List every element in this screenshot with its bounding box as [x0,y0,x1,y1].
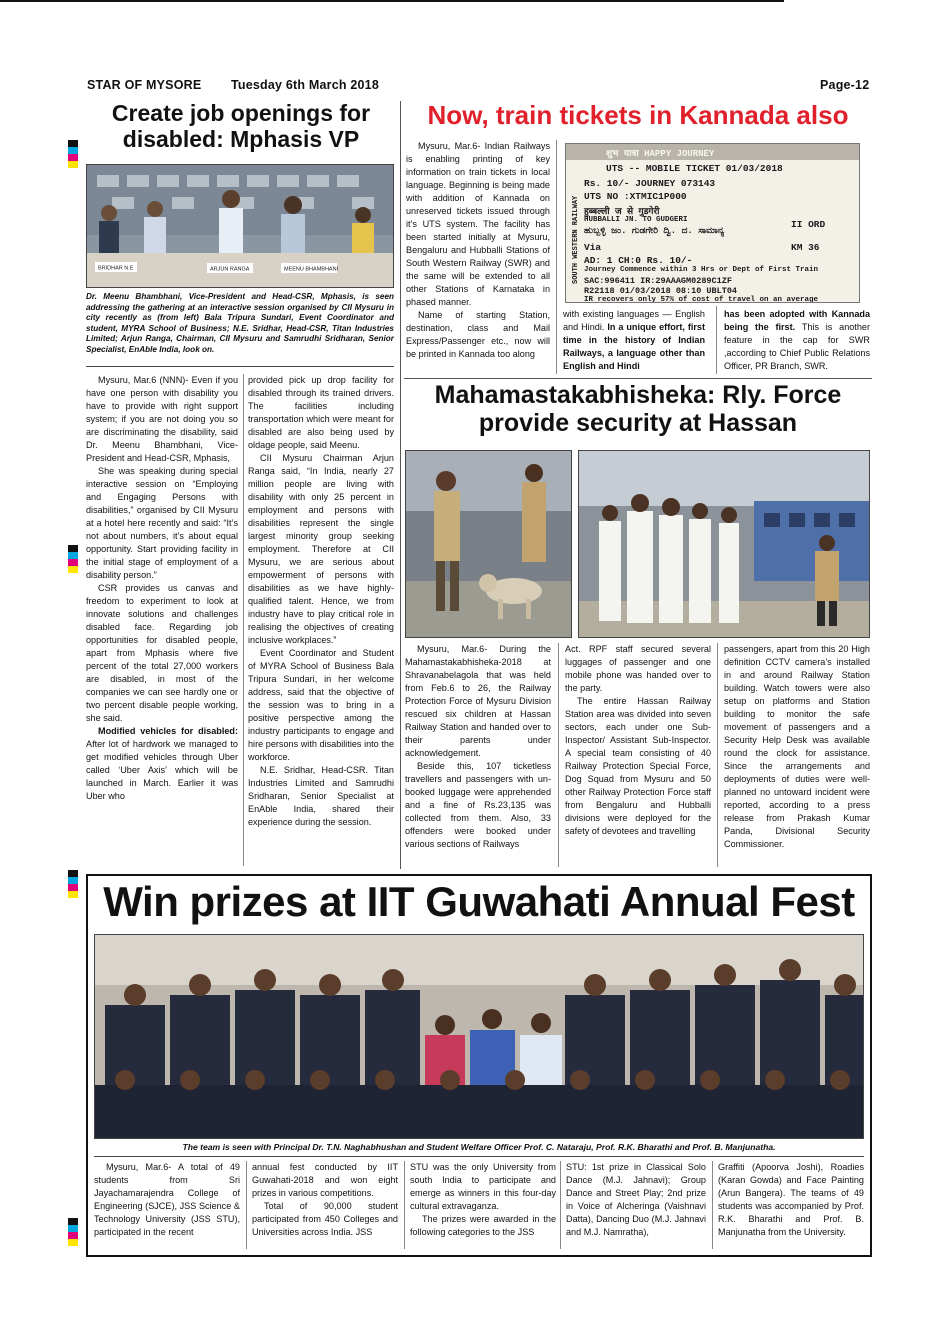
issue-date: Tuesday 6th March 2018 [231,78,379,92]
paper-name: STAR OF MYSORE [87,78,202,92]
station-security-photo [578,450,870,638]
name-tag: MEENU BHAMBHANI [284,266,339,273]
article-divider [400,101,401,869]
registration-mark [68,545,78,573]
registration-mark [68,870,78,898]
registration-mark [68,140,78,168]
kannada-column-1: Mysuru, Mar.6- Indian Railways is enabling printing of key information on train tickets in local language. Beginning is being made with addition of Kannada on unreserved tickets issued through it’s UTS system. The facility has been started initially at Mysuru, Bengaluru and Hubballi Stations of South Western Railway (SWR) and the same will be extended to all other Stations of Karnataka in phased manner. Name of starting Station, destination, class and Mail Express/Passenger etc., now will be printed in Kannada too along [406,141,550,359]
mphasis-photo [86,164,394,288]
masthead-rule [0,0,784,2]
name-tag: BRIDHAR N.E [98,265,134,272]
hassan-column-2: Act. RPF staff secured several luggages of passenger and one mobile phone was handed over to the party. The entire Hassan Railway Station area was divided into seven sectors, each under one Sub-Inspector/ Assistant Sub-Inspector. A special team consisting of 40 Railway Protection Special Force, Dog Squad from Mysuru and 50 other Railway Protection Force staff from Bengaluru and Hubballi divisions were deployed for the safety of devotees and travelling [565,644,711,836]
column-rule [558,643,559,867]
caption-rule [94,1156,864,1157]
iit-caption: The team is seen with Principal Dr. T.N. Naghabhushan and Student Welfare Officer Prof. C. Nataraju, Prof. R.K. Bharathi and Prof. B. Manjunatha. [182,1142,776,1152]
dog-squad-image [406,451,572,638]
column-rule [404,1161,405,1249]
column-rule [243,374,244,866]
iit-column-3: STU was the only University from south India to participate and emerge as winners in this four-day cultural extravaganza. The prizes were awarded in the following categories to the JSS [410,1162,556,1237]
iit-column-4: STU: 1st prize in Classical Solo Dance (M.J. Jahnavi); Group Dance and Street Play; 2nd prize in Voice of Alcheringa (Vaishnavi Datta), Dancing Duo (M.J. Jahnavi and M.J. Namratha), [566,1162,706,1237]
iit-column-5: Graffiti (Apoorva Joshi), Roadies (Karan Gowda) and Face Painting (Arun Bangera). The teams of 49 students was accompanied by Prof. R.K. Bharathi and Prof. B. Manjunatha from the University. [718,1162,864,1237]
article-divider [404,378,872,379]
kannada-headline: Now, train tickets in Kannada also [427,100,849,130]
name-tag: ARJUN RANGA [210,266,250,273]
kannada-column-2: with existing languages — English and Hindi. In a unique effort, first time in the history of Indian Railways, a language other than English and Hindi [563,309,705,371]
column-rule [556,140,557,374]
caption-rule [86,366,394,367]
dog-squad-photo [405,450,572,638]
column-rule [716,306,717,374]
page-number: Page-12 [820,78,870,92]
hassan-column-1: Mysuru, Mar.6- During the Mahamastakabhisheka-2018 at Shravanabelagola that was held from Feb.6 to 26, the Railway Protection Force of Mysuru Division rescued six children at Hassan Railway Station and handed over to their parents under acknowledgement. Beside this, 107 ticketless travellers and passengers with un-booked luggage were apprehended and a fine of Rs.23,135 was collected from them. Also, 33 offenders were booked under various sections of Railways [405,644,551,849]
mphasis-column-2: provided pick up drop facility for disabled through its trained drivers. The facilities including transportation which were meant for disabled are also being used by oldage people, said Meenu. CII Mysuru Chairman Arjun Ranga said, “In India, nearly 27 million people are living with disability with only 25 percent in employment and persons with disabilities represent the single largest minority group seeking employment. Therefore at CII Mysuru, we are serious about empowerment of persons with disabilities as we have highly-qualified talent. Hence, we from industry have to play critical role in realising the objectives of creating inclusive workplaces.” Event Coordinator and Student of MYRA School of Business Bala Tripura Sundari, in her welcome address, said that the objective of the session was to bring in a positive perspective among the industry participants to engage and hire persons with disabilities into the workforce. N.E. Sridhar, Head-CSR. Titan Industries Limited and Samrudhi Sridharan, Senior Specialist at EnAble India, shared their experience during the session. [248,375,394,827]
hassan-column-3: passengers, apart from this 20 High definition CCTV camera’s installed in and around Railway Station building. Watch towers were also setup on platforms and Station building to monitor the safe movement of passengers and a Security Help Desk was available round the clock for assistance. Since the arrangements and deployments of duties were well-planned no untoward incident were reported, according to a press release from Prakash Kumar Panda, Divisional Security Commissioner. [724,644,870,849]
mphasis-column-1: Mysuru, Mar.6 (NNN)- Even if you have one person with disability you have to provide with right support system; if you are not doing you so are discriminating the disability, said Dr. Meenu Bhambhani, Vice-President and Head-CSR, Mphasis, She was speaking during special interactive session on “Employing and Engaging Persons with disabilities,” organised by CII Mysuru at a hotel here recently and said: “It’s not about numbers, it’s about equal opportunity. Start providing facility in the initial stage of employment of a disability person.” CSR provides us canvas and freedom to experiment to look at innovate solutions and challenges disabled face. Regarding job opportunities for disabled people, apart from Mphasis where five percent of the total 27,000 workers are disabled, in most of the companies we can see hardly one or two percent disable people working, she said. Modified vehicles for disabled: After lot of hardwork we managed to get modified vehicles through Uber called ‘Uber Axis’ which will be launched in March. Earlier it was Uber who [86,375,238,801]
panel-discussion-image [87,165,394,288]
iit-column-2: annual fest conducted by IIT Guwahati-2018 and won eight prizes in various competitions. Total of 90,000 student participated from 450 Colleges and Universities across India. JSS [252,1162,398,1237]
column-rule [246,1161,247,1249]
team-photo [94,934,864,1139]
hassan-headline: Mahamastakabhisheka: Rly. Force provide security at Hassan [434,381,842,437]
student-team-image [95,935,864,1139]
registration-mark [68,1218,78,1246]
column-rule [717,643,718,867]
station-platform-image [579,451,870,638]
kannada-column-3: has been adopted with Kannada being the first. This is another feature in the cap for SWR ,according to Chief Public Relations Officer, PR Branch, SWR. [724,309,870,371]
mphasis-headline: Create job openings for disabled: Mphasis VP [111,100,371,152]
iit-headline: Win prizes at IIT Guwahati Annual Fest [103,878,855,925]
mphasis-caption: Dr. Meenu Bhambhani, Vice-President and Head-CSR, Mphasis, is seen addressing the gathering at an interactive session organised by CII Mysuru in city recently as (from left) Bala Tripura Sundari, Event Coordinator and student, MYRA School of Business; N.E. Sridhar, Head-CSR, Titan Industries Limited; Arjun Ranga, Chairman, CII Mysuru and Samrudhi Sridharan, Senior Specialist, EnAble India, look on. [86,292,394,354]
column-rule [560,1161,561,1249]
uts-ticket-image: शुभ यात्रा HAPPY JOURNEY SOUTH WESTERN RAILWAY UTS -- MOBILE TICKET 01/03/2018 Rs. 10/- JOURNEY 073143 UTS NO :XTMIC1P000 हुब्बल्ली ज से गुडगेरी HUBBALLI JN. TO GUDGERI ಹುಬ್ಬಳ್ಳಿ ಜಂ. ಗುಡಗೇರಿ ದ್ವಿ. ದ. ಸಾಮಾನ್ಯ II ORD Via KM 36 AD: 1 CH:0 Rs. 10/- Journey Commence within 3 Hrs or Dept of First Train SAC:996411 IR:29AAAGM0289C1ZF R22118 01/03/2018 08:10 UBLT04 IR recovers only 57% of cost of travel on an average [565,143,860,303]
iit-column-1: Mysuru, Mar.6- A total of 49 students from Sri Jayachamarajendra College of Engineering (SJCE), JSS Science & Technology University (JSS STU), participated in the recent [94,1162,240,1237]
column-rule [712,1161,713,1249]
